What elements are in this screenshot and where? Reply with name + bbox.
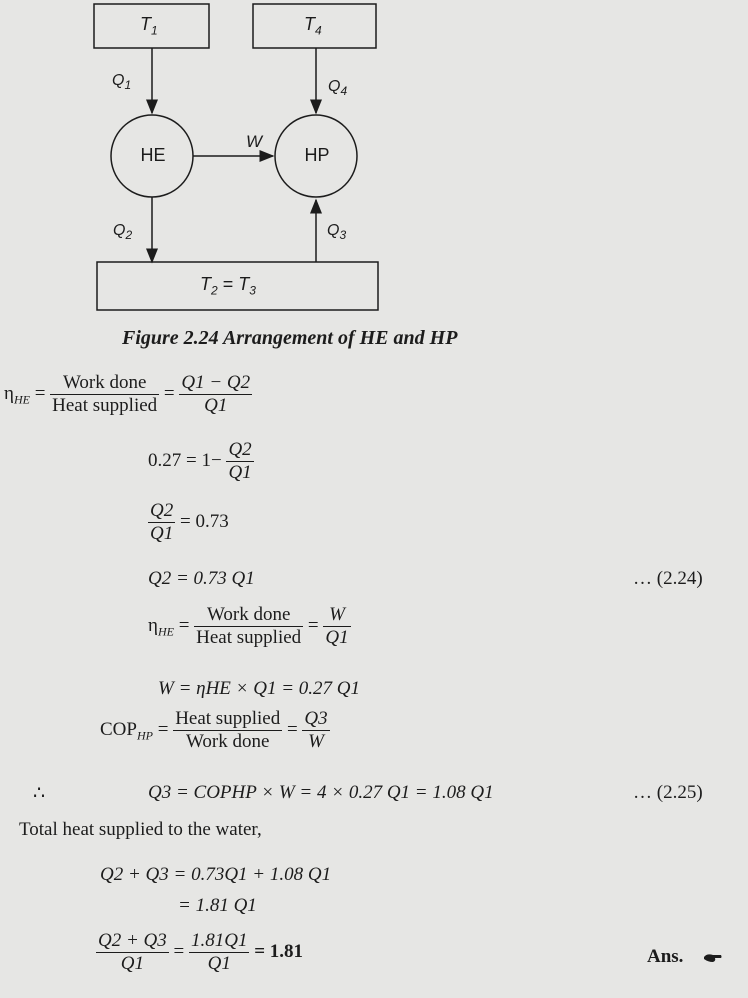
eq-total-sum: Q2 + Q3 = 0.73Q1 + 1.08 Q1 bbox=[100, 864, 332, 885]
pointing-hand-icon bbox=[703, 950, 723, 964]
eq-number-2-24: … (2.24) bbox=[633, 568, 703, 589]
w-label: W bbox=[246, 132, 263, 151]
he-label: HE bbox=[140, 145, 166, 165]
eq-number-2-25: … (2.25) bbox=[633, 782, 703, 803]
eq-final-ratio: $\frac{Q2 + Q3}{Q1}$ = $\frac{1.81Q1}{Q1}$ = 1.81 bbox=[98, 930, 304, 974]
t2-t3-label: $T_2 = T_3$ bbox=[200, 274, 256, 298]
eq-q2-result: Q2 = 0.73 Q1 bbox=[148, 568, 255, 589]
t1-label: $T_1$ bbox=[140, 14, 158, 38]
eq-ratio: $\frac{Q2}{Q1}$ = 0.73 bbox=[150, 500, 229, 544]
q1-label: $Q_1$ bbox=[112, 72, 132, 93]
q2-label: $Q_2$ bbox=[113, 222, 133, 243]
figure-caption: Figure 2.24 Arrangement of HE and HP bbox=[122, 327, 458, 349]
hp-label: HP bbox=[304, 145, 330, 165]
total-heat-text: Total heat supplied to the water, bbox=[19, 819, 262, 840]
eq-work-result: W = ηHE × Q1 = 0.27 Q1 bbox=[158, 678, 360, 699]
eq-cop-def: $COP_{HP}$ = $\frac{\text{Heat supplied}}{\text{Work done}}$ = $\frac{Q3}{W}$ bbox=[100, 708, 328, 752]
he-hp-diagram bbox=[0, 0, 748, 320]
therefore-symbol: ∴ bbox=[33, 783, 46, 804]
eq-work-def: $\eta_{HE}$ = $\frac{\text{Work done}}{\text{Heat supplied}}$ = $\frac{W}{Q1}$ bbox=[148, 604, 349, 648]
t4-label: $T_4$ bbox=[304, 14, 322, 38]
eq-efficiency-def: $\eta_{HE}$ = $\frac{\text{Work done}}{\text{Heat supplied}}$ = $\frac{Q1 - Q2}{Q1}$ bbox=[4, 372, 251, 416]
answer-label: Ans. bbox=[647, 946, 684, 967]
eq-substitution: 0.27 = 1− $\frac{Q2}{Q1}$ bbox=[148, 439, 252, 483]
eq-total-result: = 1.81 Q1 bbox=[178, 895, 257, 916]
q3-label: $Q_3$ bbox=[327, 222, 347, 243]
eq-q3-result: Q3 = COPHP × W = 4 × 0.27 Q1 = 1.08 Q1 bbox=[148, 782, 494, 803]
q4-label: $Q_4$ bbox=[328, 78, 348, 99]
